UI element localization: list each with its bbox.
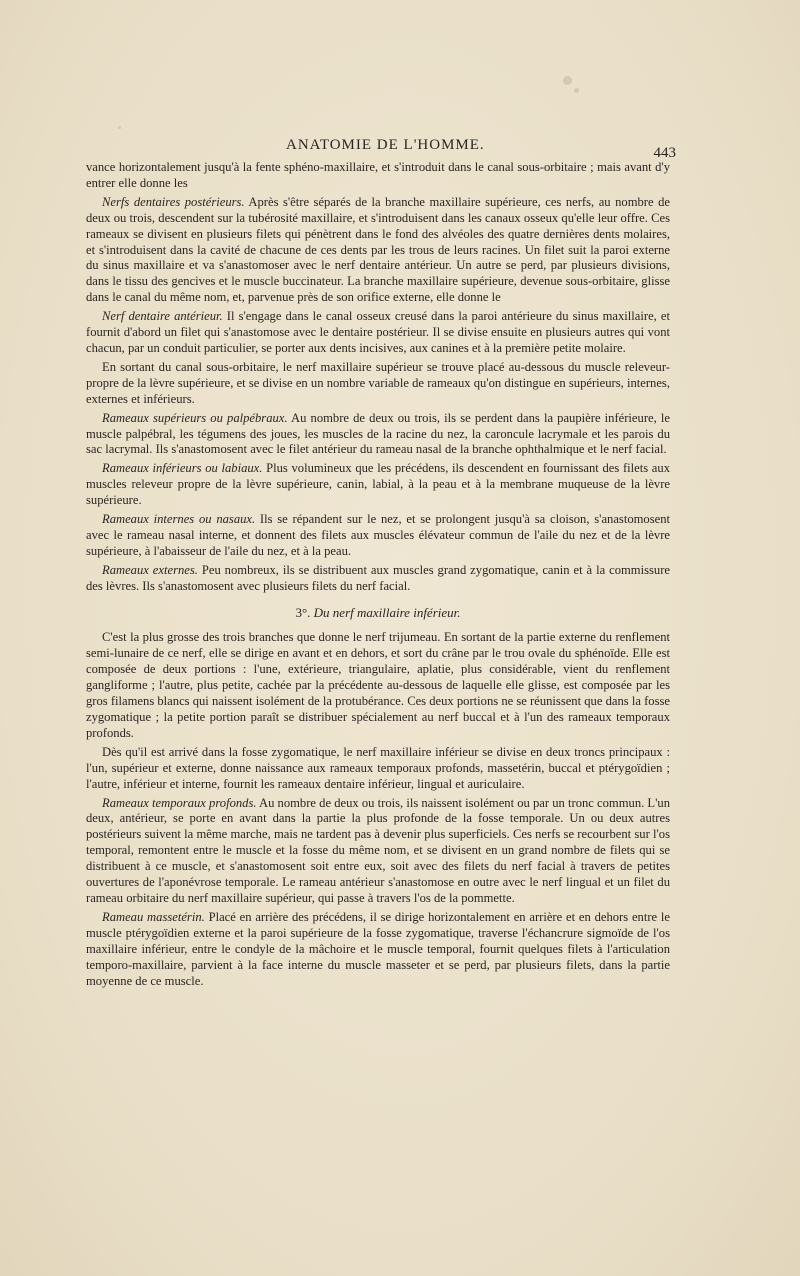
paragraph-text: C'est la plus grosse des trois branches que donne le nerf trijumeau. En sortant de la partie externe du renflement semi-lunaire de ce nerf, elle se dirige en avant et en dehors, et sort du crâne par le trou ovale du sphénoïde. Elle est composée de deux portions : l'une, extérieure, triangulaire, aplatie, plus considérable, vient du renflement gangliforme ; l'autre, plus petite, cachée par la précédente au-dessous de laquelle elle glisse, est composée par les gros filamens blancs qui naissent isolément de la protubérance. Ces deux portions ne se réunissent que dans la fosse zygomatique ; la petite portion paraît se distribuer spécialement au nerf buccal et à l'un des rameaux temporaux profonds.	[86, 630, 670, 740]
page-number: 443	[653, 145, 676, 161]
paragraph-text: Plus volumineux que les précédens, ils descendent en fournissant des filets aux muscles releveur propre de la lèvre supérieure, canin, labial, à la peau et à la membrane muqueuse de la lèvre supérieure.	[86, 461, 670, 508]
paragraph	[86, 630, 670, 741]
paragraph	[86, 160, 670, 192]
paragraph-lead: Rameaux temporaux profonds.	[102, 795, 257, 810]
paragraph	[86, 745, 670, 793]
section-heading	[86, 605, 670, 621]
paragraph	[86, 512, 670, 560]
paragraph-text: Peu nombreux, ils se distribuent aux muscles grand zygomatique, canin et à la commissure des lèvres. Ils s'anastomosent avec plusieurs filets du nerf facial.	[86, 562, 670, 593]
paragraph-text: Ils se répandent sur le nez, et se prolongent jusqu'à sa cloison, s'anastomosent avec le rameau nasal interne, et donnent des filets aux muscles élévateur commun de l'aile du nez et de la lèvre supérieure, à l'abaisseur de l'aile du nez, et à la peau.	[86, 512, 670, 558]
paragraph	[86, 309, 670, 357]
running-title: ANATOMIE DE L'HOMME.	[286, 137, 485, 153]
paragraph-text: Dès qu'il est arrivé dans la fosse zygomatique, le nerf maxillaire inférieur se divise en deux troncs principaux : l'un, supérieur et externe, donne naissance aux rameaux temporaux profonds, massetérin, buccal et ptérygoïdien ; l'autre, inférieur et interne, fournit les rameaux dentaire inférieur, lingual et auriculaire.	[86, 744, 670, 791]
paragraph-lead: Rameau massetérin.	[102, 909, 205, 924]
paragraph-lead: Rameaux supérieurs ou palpébraux.	[102, 410, 288, 425]
paper-stain	[574, 88, 579, 93]
paragraph-text: Il s'engage dans le canal osseux creusé dans la paroi antérieure du sinus maxillaire, et fournit d'abord un filet qui s'anastomose avec le dentaire postérieur. Il se divise ensuite en plusieurs autres qui vont chacun, par un conduit particulier, se porter aux dents incisives, aux canines et à la première petite molaire.	[86, 309, 670, 355]
paragraph-lead: Nerf dentaire antérieur.	[102, 309, 223, 324]
paragraph-lead: Rameaux externes.	[102, 562, 198, 577]
body-text	[86, 160, 670, 992]
paragraph	[86, 360, 670, 408]
paragraph-text: Placé en arrière des précédens, il se dirige horizontalement en arrière et en dehors entre le muscle ptérygoïdien externe et la paroi supérieure de la fosse zygomatique, traverse l'échancrure sigmoïde de l'os maxillaire inférieur, entre le condyle de la mâchoire et le muscle temporal, fournit quelques filets à l'articulation temporo-maxillaire, parvient à la face interne du muscle masseter et se perd, par plusieurs filets, dans la partie moyenne de ce muscle.	[86, 909, 670, 988]
paper-stain	[118, 126, 121, 129]
page-header	[86, 137, 676, 161]
paragraph	[86, 195, 670, 306]
paragraph-text: Au nombre de deux ou trois, ils se perdent dans la paupière inférieure, le muscle palpébral, les tégumens des joues, les muscles de la racine du nez, la caroncule lacrymale et les parois du sac lacrymal. Ils s'anastomosent avec le filet antérieur du rameau nasal de la branche ophthalmique et le nerf facial.	[86, 410, 670, 457]
paper-stain	[563, 76, 572, 85]
paragraph-lead: Rameaux inférieurs ou labiaux.	[102, 461, 263, 476]
paragraph	[86, 796, 670, 907]
section-title: Du nerf maxillaire inférieur.	[313, 604, 461, 620]
paragraph-text: Au nombre de deux ou trois, ils naissent isolément ou par un tronc commun. L'un deux, antérieur, se porte en avant dans la partie la plus profonde de la fosse temporale. Un ou deux autres postérieurs suivent la même marche, mais ne tardent pas à devenir plus superficiels. Ces nerfs se recourbent sur l'os temporal, remontent entre le muscle et la fosse du même nom, et se divisent en un grand nombre de filets qui se distribuent à ce muscle, et s'anastomosent soit entre eux, soit avec des filets du nerf facial à travers de petites ouvertures de l'aponévrose temporale. Le rameau antérieur s'anastomose en outre avec le nerf lingual et un filet du rameau orbitaire du nerf maxillaire supérieur, qui passe à travers l'os de la pommette.	[86, 795, 670, 905]
paragraph-lead: Rameaux internes ou nasaux.	[102, 512, 256, 527]
paragraph	[86, 910, 670, 990]
paragraph-lead: Nerfs dentaires postérieurs.	[102, 194, 245, 209]
paragraph	[86, 563, 670, 595]
paragraph-text: vance horizontalement jusqu'à la fente sphéno-maxillaire, et s'introduit dans le canal sous-orbitaire ; mais avant d'y entrer elle donne les	[86, 160, 670, 190]
section-number: 3°.	[295, 604, 311, 620]
paragraph	[86, 461, 670, 509]
paragraph-text: Après s'être séparés de la branche maxillaire supérieure, ces nerfs, au nombre de deux ou trois, descendent sur la tubérosité maxillaire, et s'introduisent dans les canaux osseux qu'elle leur offre. Ces rameaux se divisent en plusieurs filets qui pénètrent dans le fond des alvéoles des quatre dernières dents molaires, et s'introduisent dans la cavité de chacune de ces dents par les trous de leurs racines. Un filet suit la paroi externe du sinus maxillaire et va s'anastomoser avec le nerf dentaire antérieur. Un autre se perd, par plusieurs divisions, dans le tissu des gencives et le muscle buccinateur. La branche maxillaire supérieure, devenue sous-orbitaire, glisse dans le canal du même nom, et, parvenue près de son orifice externe, elle donne le	[86, 194, 670, 305]
paragraph-text: En sortant du canal sous-orbitaire, le nerf maxillaire supérieur se trouve placé au-dessous du muscle releveur-propre de la lèvre supérieure, et se divise en un nombre variable de rameaux qu'on distingue en supérieurs, internes, externes et inférieurs.	[86, 359, 670, 406]
paragraph	[86, 411, 670, 459]
